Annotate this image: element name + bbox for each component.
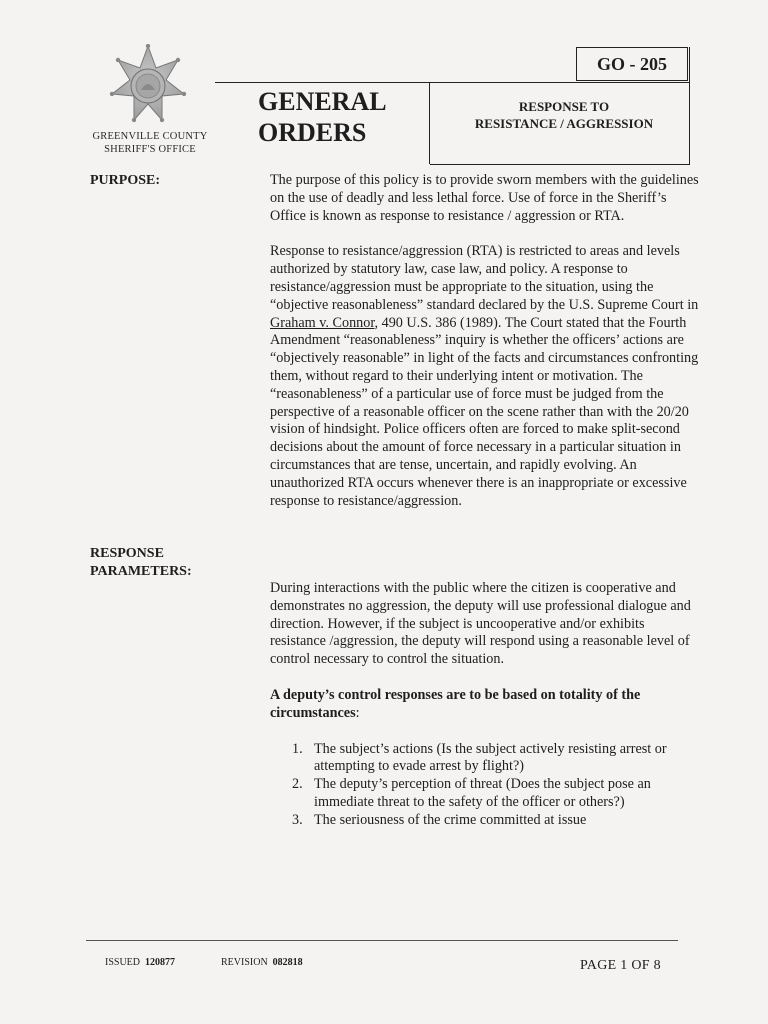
document-type-line-2: ORDERS [258,118,367,147]
agency-line-1: GREENVILLE COUNTY [92,131,208,142]
issued-label: ISSUED [105,957,141,968]
revision-date [221,957,303,968]
response-parameters-body [270,580,700,830]
response-parameters-heading [90,545,192,581]
footer-rule [86,940,678,941]
list-item-number: 1. [292,740,303,757]
response-parameters-paragraph-1: During interactions with the public where the citizen is cooperative and demonstrates no aggression, the deputy will use professional dialogue and direction. However, if the subject is uncooperative and/or exhibits resistance /aggression, the deputy will respond using a reasonable level of control necessary to control the situation. [270,580,691,668]
order-subject [440,98,688,132]
purpose-body [270,172,700,510]
page-number: PAGE 1 OF 8 [580,958,661,973]
list-item [270,776,700,812]
response-parameters-heading-line-2: PARAMETERS: [90,564,192,579]
response-parameters-heading-line-1: RESPONSE [90,546,164,561]
agency-line-2: SHERIFF'S OFFICE [104,144,196,155]
order-subject-line-1: RESPONSE TO [518,99,610,114]
list-item-text: The deputy’s perception of threat (Does the subject pose an immediate threat to the safety of the officer or others?) [314,776,651,810]
sheriff-star-badge-icon [108,44,188,124]
purpose-paragraph-2-lead: Response to resistance/aggression (RTA) is restricted to areas and levels authorized by statutory law, case law, and policy. A response to resistance/aggression must be appropriate to the situation, using the “objective reasonableness” standard declared by the U.S. Supreme Court in [270,243,699,313]
revision-label: REVISION [221,957,268,968]
list-item-text: The subject’s actions (Is the subject actively resisting arrest or attempting to evade arrest by flight?) [314,740,667,775]
order-subject-line-2: RESISTANCE / AGGRESSION [474,116,654,131]
list-item-number: 2. [292,776,303,793]
header-bottom-rule [430,164,690,165]
header-right-rule [689,47,690,165]
document-type-title [258,86,387,148]
header-divider [429,82,430,164]
factors-list [270,741,700,830]
purpose-paragraph-1: The purpose of this policy is to provide sworn members with the guidelines on the use of deadly and less lethal force. Use of force in the Sheriff’s Office is known as response to resistance / aggression or RTA. [270,172,699,224]
list-item-number: 3. [292,811,303,828]
issued-value: 120877 [145,957,176,968]
totality-lead-bold: A deputy’s control responses are to be based on totality of the circumstances [270,686,641,721]
totality-lead [270,687,700,723]
header-top-rule [215,82,690,83]
list-item-text: The seriousness of the crime committed at issue [314,811,587,828]
list-item [270,741,700,777]
purpose-paragraph-2 [270,243,700,510]
purpose-paragraph-2-rest: , 490 U.S. 386 (1989). The Court stated that the Fourth Amendment “reasonableness” inquiry is whether the officers’ actions are “objectively reasonable” in light of the facts and circumstances confronting them, without regard to their underlying intent or motivation. The “reasonableness” of a particular use of force must be judged from the perspective of a reasonable officer on the scene rather than with the 20/20 vision of hindsight. Police officers often are forced to make split-second decisions about the amount of force necessary in a particular situation in circumstances that are tense, uncertain, and rapidly evolving. An unauthorized RTA occurs whenever there is an inappropriate or excessive response to resistance/aggression. [270,314,699,509]
purpose-heading: PURPOSE: [90,173,160,188]
document-type-line-1: GENERAL [258,87,387,116]
totality-lead-suffix: : [355,704,360,721]
order-number-box [576,47,688,81]
order-number: GO - 205 [597,53,667,74]
issued-date [105,957,175,968]
case-citation: Graham v. Connor [270,314,375,331]
list-item [270,812,700,830]
revision-value: 082818 [272,957,303,968]
agency-name [70,130,230,156]
